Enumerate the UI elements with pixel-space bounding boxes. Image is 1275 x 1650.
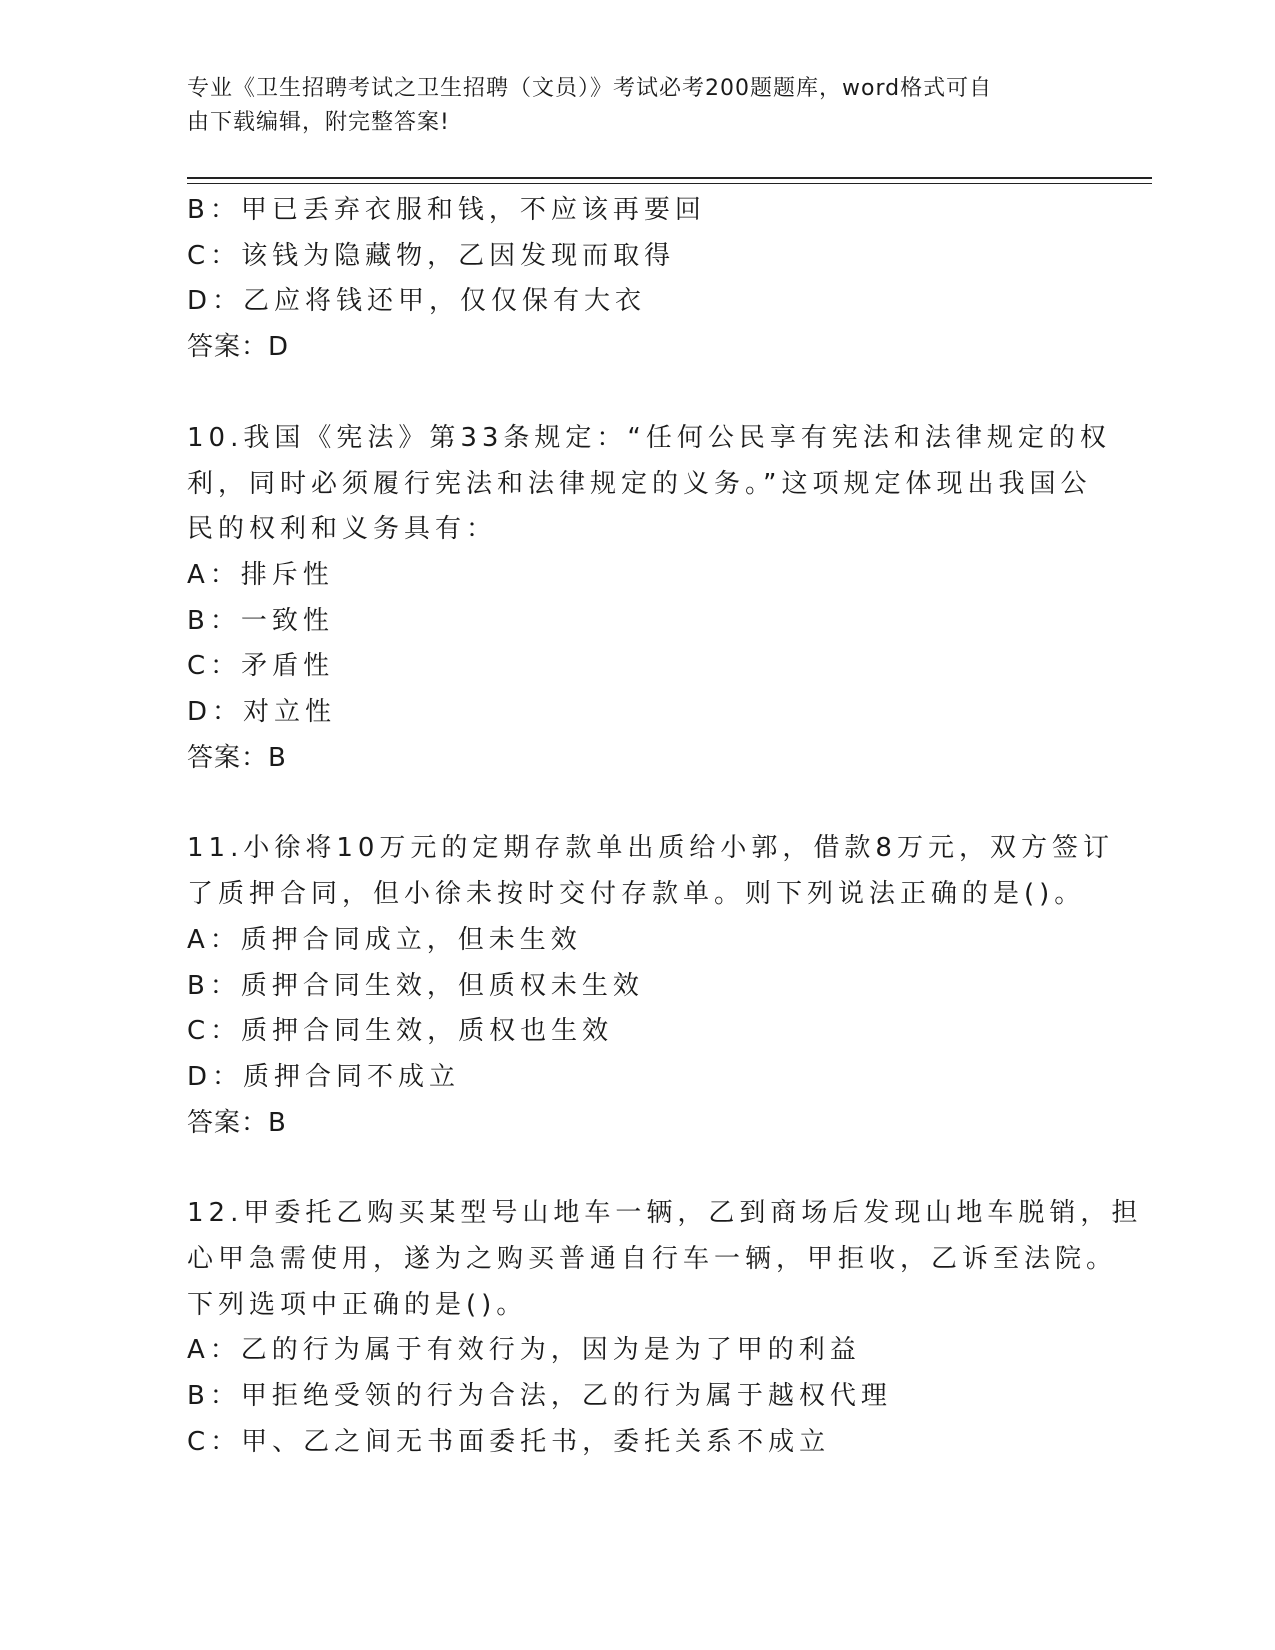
question-stem-line: 10.我国《宪法》第33条规定：“任何公民享有宪法和法律规定的权 bbox=[187, 422, 1111, 453]
answer: 答案：B bbox=[187, 1107, 287, 1138]
question-10 bbox=[187, 416, 1111, 782]
answer: 答案：D bbox=[187, 332, 290, 363]
option-a: A：排斥性 bbox=[187, 559, 334, 590]
question-stem-line: 利，同时必须履行宪法和法律规定的义务。”这项规定体现出我国公 bbox=[187, 468, 1092, 499]
option-c: C：该钱为隐藏物，乙因发现而取得 bbox=[187, 240, 676, 271]
question-9 bbox=[187, 188, 1087, 371]
header-rule-thin bbox=[187, 183, 1152, 184]
header-line-1: 专业《卫生招聘考试之卫生招聘（文员）》考试必考200题题库，word格式可自 bbox=[187, 76, 993, 101]
header-line-2: 由下载编辑，附完整答案! bbox=[187, 110, 450, 135]
question-stem-line: 下列选项中正确的是()。 bbox=[187, 1289, 528, 1320]
option-b: B：质押合同生效，但质权未生效 bbox=[187, 970, 644, 1001]
question-content bbox=[187, 188, 1143, 1466]
option-c: C：矛盾性 bbox=[187, 651, 335, 682]
question-stem-line: 民的权利和义务具有： bbox=[187, 514, 498, 545]
question-stem-line: 心甲急需使用，遂为之购买普通自行车一辆，甲拒收，乙诉至法院。 bbox=[187, 1244, 1118, 1275]
document-header bbox=[187, 72, 1067, 140]
question-11 bbox=[187, 826, 1114, 1146]
question-stem-line: 了质押合同，但小徐未按时交付存款单。则下列说法正确的是()。 bbox=[187, 879, 1086, 910]
answer: 答案：B bbox=[187, 742, 287, 773]
option-c: C：甲、乙之间无书面委托书，委托关系不成立 bbox=[187, 1426, 831, 1457]
question-stem-line: 12.甲委托乙购买某型号山地车一辆，乙到商场后发现山地车脱销，担 bbox=[187, 1198, 1143, 1229]
option-a: A：乙的行为属于有效行为，因为是为了甲的利益 bbox=[187, 1335, 861, 1366]
option-d: D：质押合同不成立 bbox=[187, 1061, 461, 1092]
option-b: B：一致性 bbox=[187, 605, 334, 636]
option-a: A：质押合同成立，但未生效 bbox=[187, 924, 582, 955]
option-d: D：对立性 bbox=[187, 697, 337, 728]
option-d: D：乙应将钱还甲，仅仅保有大衣 bbox=[187, 286, 647, 317]
question-12 bbox=[187, 1191, 1143, 1465]
option-c: C：质押合同生效，质权也生效 bbox=[187, 1016, 614, 1047]
option-b: B：甲拒绝受领的行为合法，乙的行为属于越权代理 bbox=[187, 1381, 892, 1412]
option-b: B：甲已丢弃衣服和钱，不应该再要回 bbox=[187, 195, 706, 225]
question-stem-line: 11.小徐将10万元的定期存款单出质给小郭，借款8万元，双方签订 bbox=[187, 833, 1114, 864]
header-rule-thick bbox=[187, 177, 1152, 179]
